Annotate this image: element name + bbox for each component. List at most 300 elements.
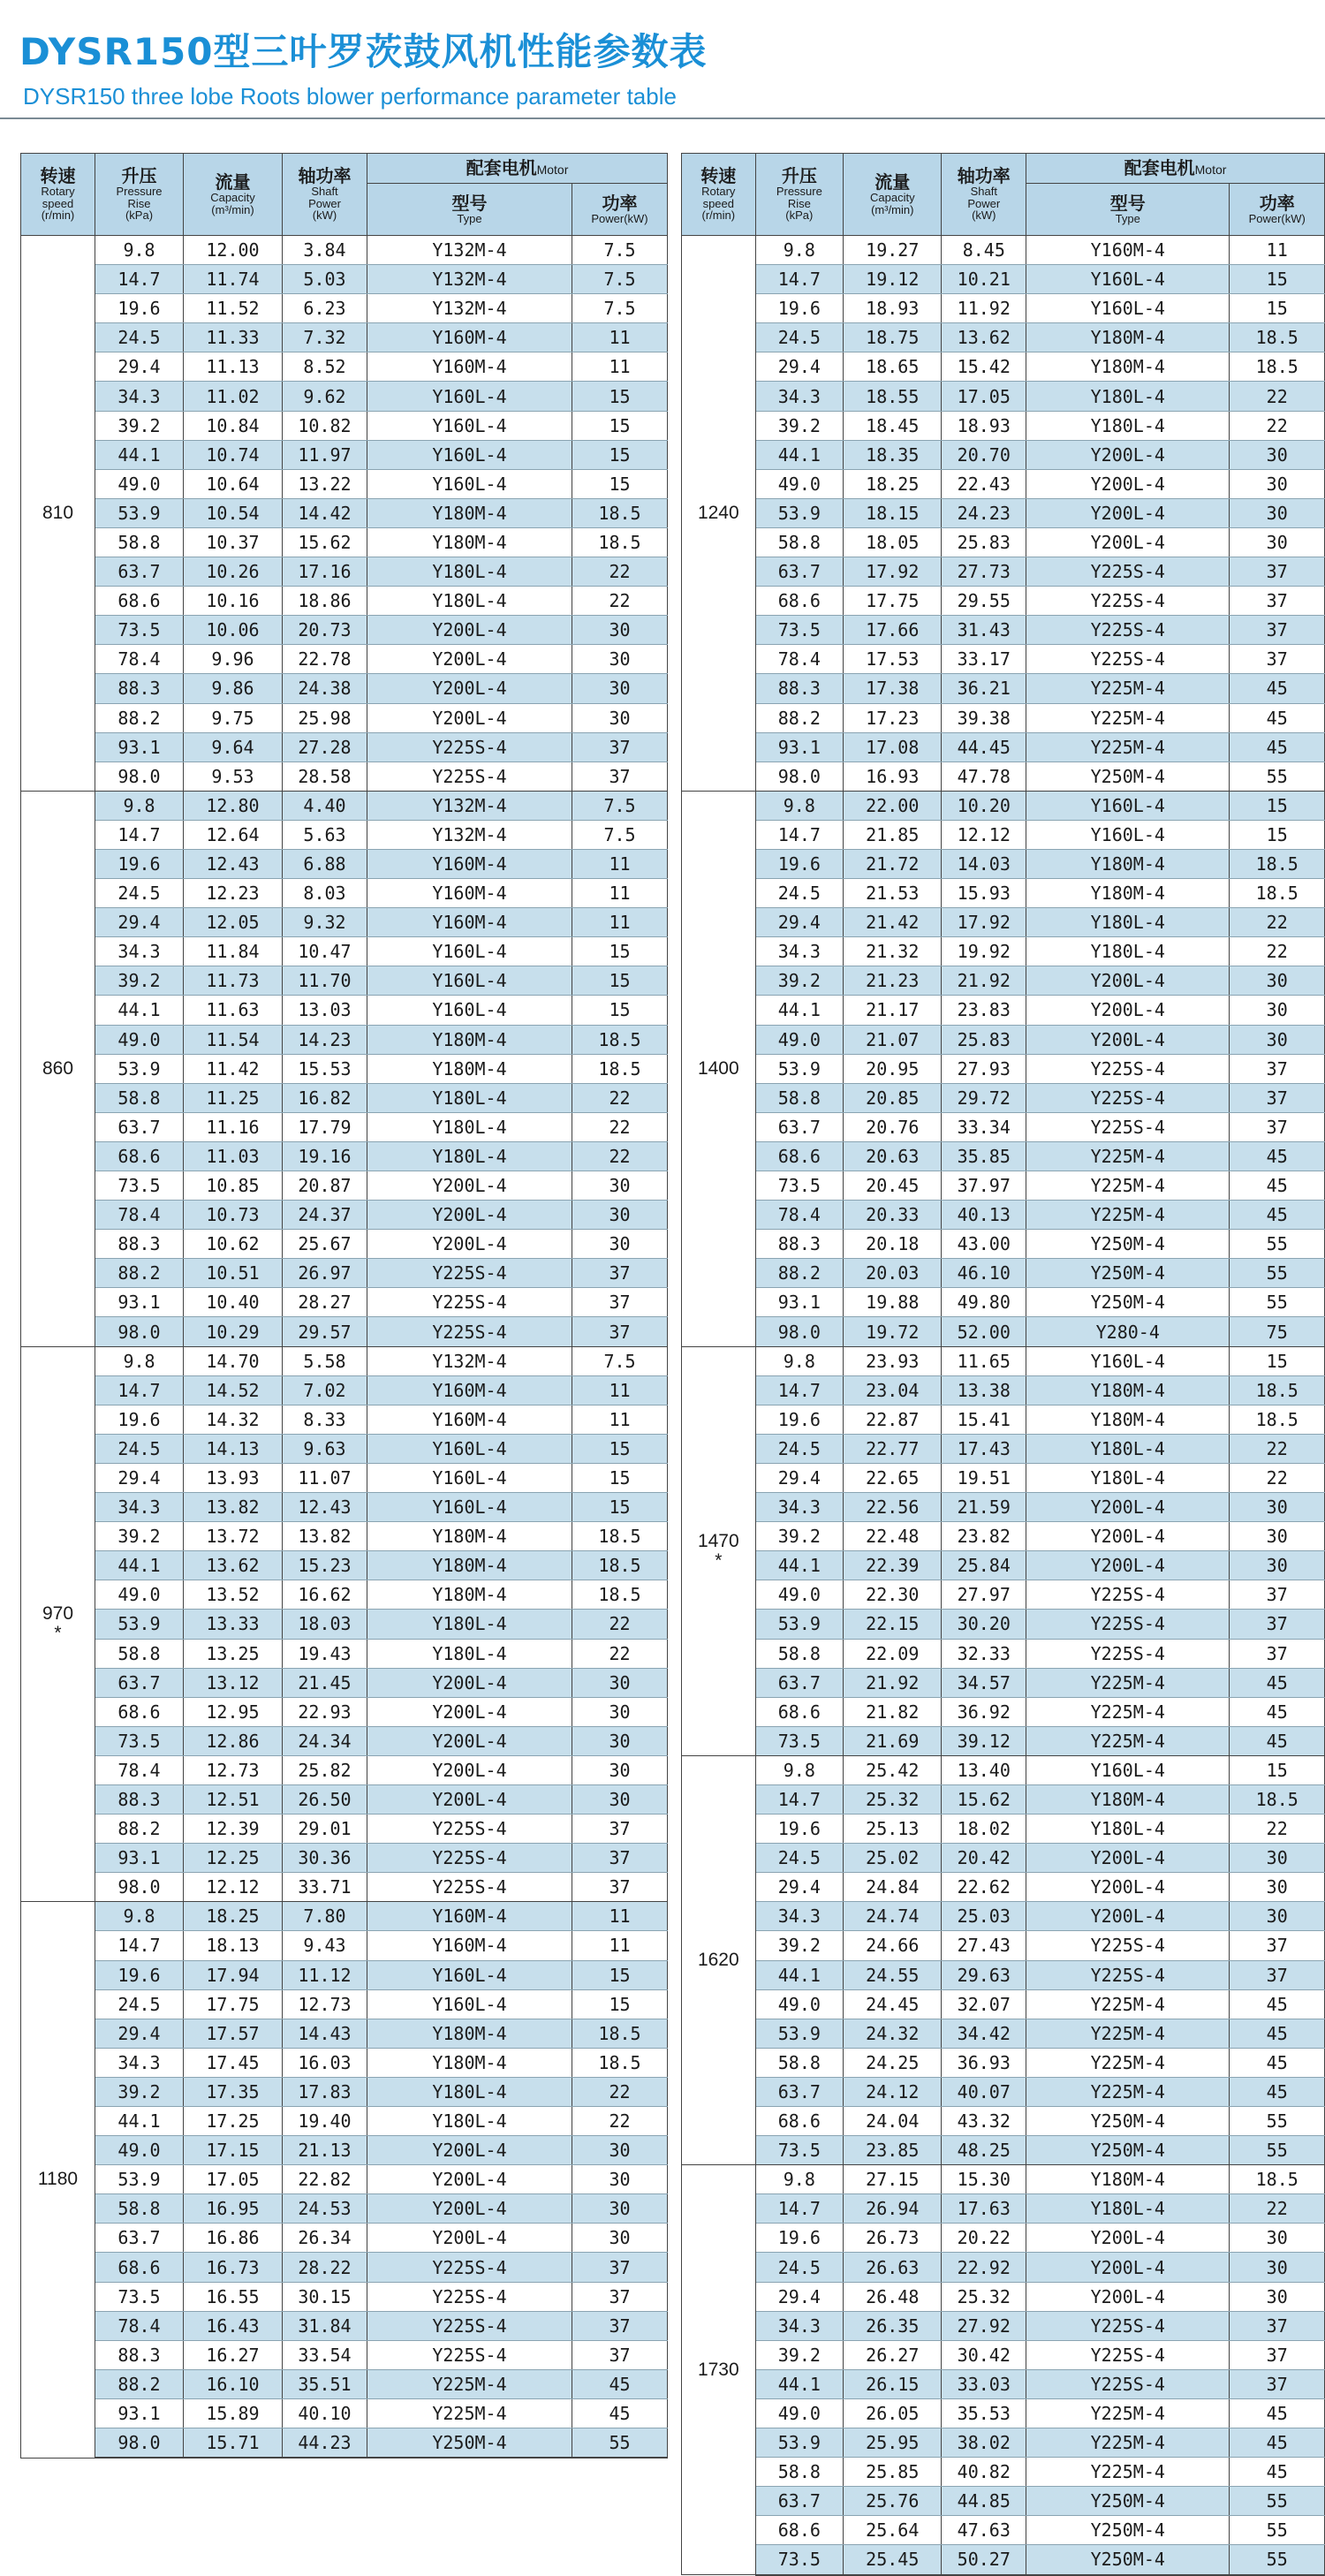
- motor-type-cell: Y225S-4: [1026, 557, 1230, 587]
- table-row: [682, 1405, 1325, 1434]
- shaft-power-cell: 10.20: [942, 791, 1026, 820]
- capacity-cell: 21.92: [844, 1668, 942, 1697]
- capacity-cell: 17.38: [844, 674, 942, 703]
- pressure-rise-cell: 58.8: [755, 1083, 843, 1112]
- motor-power-cell: 11: [572, 1902, 668, 1931]
- shaft-power-cell: 24.53: [283, 2194, 367, 2224]
- motor-type-cell: Y160L-4: [367, 937, 572, 966]
- shaft-power-cell: 7.80: [283, 1902, 367, 1931]
- pressure-rise-cell: 58.8: [95, 1639, 184, 1668]
- capacity-cell: 18.55: [844, 382, 942, 411]
- shaft-power-cell: 18.03: [283, 1610, 367, 1639]
- motor-power-cell: 7.5: [572, 236, 668, 265]
- table-row: [21, 236, 668, 265]
- table-row: [682, 1025, 1325, 1054]
- shaft-power-cell: 9.32: [283, 908, 367, 937]
- motor-type-cell: Y225M-4: [1026, 674, 1230, 703]
- capacity-cell: 12.12: [184, 1873, 283, 1902]
- motor-type-cell: Y225S-4: [1026, 616, 1230, 645]
- pressure-rise-cell: 39.2: [95, 411, 184, 440]
- table-row: [682, 1346, 1325, 1375]
- pressure-rise-cell: 58.8: [755, 527, 843, 557]
- capacity-cell: 18.45: [844, 411, 942, 440]
- table-row: [682, 2077, 1325, 2106]
- capacity-cell: 18.15: [844, 498, 942, 527]
- shaft-power-cell: 16.03: [283, 2048, 367, 2077]
- shaft-power-cell: 30.15: [283, 2282, 367, 2311]
- table-row: [21, 1697, 668, 1726]
- table-row: [21, 1989, 668, 2019]
- capacity-cell: 21.07: [844, 1025, 942, 1054]
- motor-type-cell: Y180L-4: [367, 1610, 572, 1639]
- motor-power-cell: 18.5: [1230, 1375, 1325, 1405]
- table-row: [21, 411, 668, 440]
- motor-power-cell: 15: [572, 1493, 668, 1522]
- table-row: [682, 1171, 1325, 1201]
- table-row: [682, 1580, 1325, 1610]
- table-row: [21, 1551, 668, 1580]
- pressure-rise-cell: 98.0: [95, 761, 184, 791]
- motor-type-cell: Y225S-4: [367, 2253, 572, 2282]
- table-row: [21, 1668, 668, 1697]
- pressure-rise-cell: 34.3: [755, 382, 843, 411]
- pressure-rise-cell: 44.1: [755, 440, 843, 469]
- pressure-rise-cell: 44.1: [755, 2369, 843, 2398]
- rotary-speed-value: 1620: [697, 1950, 739, 1970]
- capacity-cell: 10.26: [184, 557, 283, 587]
- shaft-power-cell: 40.82: [942, 2458, 1026, 2487]
- table-row: [21, 1171, 668, 1201]
- pressure-rise-cell: 88.3: [95, 2340, 184, 2369]
- motor-power-cell: 30: [1230, 440, 1325, 469]
- shaft-power-cell: 30.42: [942, 2340, 1026, 2369]
- capacity-cell: 24.04: [844, 2107, 942, 2136]
- header-motor: 配套电机Motor: [1026, 154, 1325, 184]
- table-row: [682, 820, 1325, 849]
- pressure-rise-cell: 34.3: [95, 1493, 184, 1522]
- motor-type-cell: Y132M-4: [367, 791, 572, 820]
- table-row: [682, 265, 1325, 294]
- capacity-cell: 25.32: [844, 1784, 942, 1814]
- motor-power-cell: 30: [1230, 966, 1325, 996]
- motor-power-cell: 45: [1230, 2077, 1325, 2106]
- motor-power-cell: 22: [572, 1610, 668, 1639]
- pressure-rise-cell: 98.0: [95, 1873, 184, 1902]
- shaft-power-cell: 21.13: [283, 2136, 367, 2165]
- table-row: [21, 1025, 668, 1054]
- capacity-cell: 18.13: [184, 1931, 283, 1960]
- motor-type-cell: Y180L-4: [367, 1112, 572, 1141]
- shaft-power-cell: 6.23: [283, 294, 367, 323]
- pressure-rise-cell: 39.2: [755, 1931, 843, 1960]
- shaft-power-cell: 14.23: [283, 1025, 367, 1054]
- motor-power-cell: 45: [1230, 1697, 1325, 1726]
- table-row: [21, 1960, 668, 1989]
- capacity-cell: 17.94: [184, 1960, 283, 1989]
- page-subtitle: DYSR150 three lobe Roots blower performance parameter table: [23, 83, 677, 110]
- motor-power-cell: 15: [572, 1434, 668, 1463]
- motor-type-cell: Y200L-4: [1026, 2282, 1230, 2311]
- capacity-cell: 16.27: [184, 2340, 283, 2369]
- motor-power-cell: 15: [572, 966, 668, 996]
- motor-type-cell: Y225S-4: [1026, 1610, 1230, 1639]
- motor-type-cell: Y250M-4: [1026, 2487, 1230, 2516]
- motor-power-cell: 15: [572, 382, 668, 411]
- shaft-power-cell: 22.62: [942, 1873, 1026, 1902]
- pressure-rise-cell: 49.0: [755, 1989, 843, 2019]
- header-pressure: 升压 Pressure Rise (kPa): [95, 154, 184, 236]
- pressure-rise-cell: 63.7: [755, 557, 843, 587]
- motor-power-cell: 37: [1230, 1112, 1325, 1141]
- table-row: [21, 732, 668, 761]
- pressure-rise-cell: 34.3: [755, 2311, 843, 2340]
- capacity-cell: 24.45: [844, 1989, 942, 2019]
- motor-power-cell: 37: [1230, 1639, 1325, 1668]
- table-row: [21, 2107, 668, 2136]
- pressure-rise-cell: 19.6: [95, 1960, 184, 1989]
- motor-type-cell: Y225M-4: [1026, 2019, 1230, 2048]
- motor-power-cell: 11: [572, 323, 668, 352]
- pressure-rise-cell: 53.9: [95, 1610, 184, 1639]
- shaft-power-cell: 15.62: [283, 527, 367, 557]
- table-row: [682, 1726, 1325, 1755]
- capacity-cell: 21.69: [844, 1726, 942, 1755]
- capacity-cell: 12.86: [184, 1726, 283, 1755]
- capacity-cell: 10.06: [184, 616, 283, 645]
- shaft-power-cell: 25.83: [942, 1025, 1026, 1054]
- motor-type-cell: Y180L-4: [367, 1639, 572, 1668]
- rotary-speed-cell: [682, 1755, 756, 2164]
- shaft-power-cell: 15.93: [942, 879, 1026, 908]
- motor-power-cell: 22: [572, 1112, 668, 1141]
- shaft-power-cell: 20.73: [283, 616, 367, 645]
- capacity-cell: 10.37: [184, 527, 283, 557]
- table-row: [682, 587, 1325, 616]
- rotary-speed-cell: [682, 2165, 756, 2575]
- table-row: [21, 587, 668, 616]
- shaft-power-cell: 50.27: [942, 2545, 1026, 2575]
- capacity-cell: 9.53: [184, 761, 283, 791]
- motor-power-cell: 15: [1230, 294, 1325, 323]
- motor-type-cell: Y200L-4: [1026, 1493, 1230, 1522]
- pressure-rise-cell: 19.6: [755, 1405, 843, 1434]
- motor-power-cell: 55: [1230, 2136, 1325, 2165]
- pressure-rise-cell: 29.4: [95, 1463, 184, 1492]
- motor-type-cell: Y225S-4: [367, 2340, 572, 2369]
- motor-power-cell: 30: [572, 2194, 668, 2224]
- pressure-rise-cell: 14.7: [755, 265, 843, 294]
- table-row: [21, 1463, 668, 1492]
- table-row: [21, 323, 668, 352]
- pressure-rise-cell: 73.5: [755, 1726, 843, 1755]
- capacity-cell: 26.48: [844, 2282, 942, 2311]
- pressure-rise-cell: 63.7: [95, 1112, 184, 1141]
- motor-type-cell: Y225S-4: [1026, 1960, 1230, 1989]
- table-row: [21, 1493, 668, 1522]
- table-row: [682, 703, 1325, 732]
- motor-type-cell: Y225S-4: [367, 1288, 572, 1317]
- shaft-power-cell: 4.40: [283, 791, 367, 820]
- shaft-power-cell: 24.23: [942, 498, 1026, 527]
- shaft-power-cell: 32.07: [942, 1989, 1026, 2019]
- shaft-power-cell: 10.21: [942, 265, 1026, 294]
- table-row: [21, 2019, 668, 2048]
- table-row: [21, 996, 668, 1025]
- pressure-rise-cell: 98.0: [95, 2428, 184, 2459]
- rotary-speed-value: 810: [42, 502, 74, 523]
- motor-type-cell: Y200L-4: [1026, 527, 1230, 557]
- capacity-cell: 10.51: [184, 1259, 283, 1288]
- motor-type-cell: Y180M-4: [1026, 879, 1230, 908]
- table-row: [21, 2048, 668, 2077]
- shaft-power-cell: 15.42: [942, 352, 1026, 382]
- motor-type-cell: Y160L-4: [367, 411, 572, 440]
- pressure-rise-cell: 19.6: [755, 294, 843, 323]
- pressure-rise-cell: 14.7: [95, 265, 184, 294]
- motor-type-cell: Y160M-4: [367, 1375, 572, 1405]
- motor-power-cell: 30: [572, 2136, 668, 2165]
- capacity-cell: 22.77: [844, 1434, 942, 1463]
- pressure-rise-cell: 88.2: [95, 2369, 184, 2398]
- motor-power-cell: 22: [572, 2077, 668, 2106]
- motor-power-cell: 37: [1230, 1083, 1325, 1112]
- table-row: [682, 2458, 1325, 2487]
- motor-type-cell: Y225M-4: [1026, 2428, 1230, 2458]
- motor-type-cell: Y225M-4: [1026, 1668, 1230, 1697]
- motor-power-cell: 75: [1230, 1317, 1325, 1346]
- pressure-rise-cell: 68.6: [755, 2516, 843, 2545]
- shaft-power-cell: 7.32: [283, 323, 367, 352]
- capacity-cell: 18.25: [844, 469, 942, 498]
- table-row: [682, 1755, 1325, 1784]
- capacity-cell: 10.16: [184, 587, 283, 616]
- capacity-cell: 18.93: [844, 294, 942, 323]
- shaft-power-cell: 31.43: [942, 616, 1026, 645]
- capacity-cell: 9.75: [184, 703, 283, 732]
- motor-power-cell: 55: [572, 2428, 668, 2459]
- motor-power-cell: 45: [1230, 2019, 1325, 2048]
- pressure-rise-cell: 34.3: [95, 2048, 184, 2077]
- motor-type-cell: Y180M-4: [1026, 2165, 1230, 2194]
- pressure-rise-cell: 58.8: [95, 527, 184, 557]
- pressure-rise-cell: 68.6: [755, 1697, 843, 1726]
- motor-type-cell: Y225M-4: [1026, 1989, 1230, 2019]
- motor-type-cell: Y225S-4: [1026, 1639, 1230, 1668]
- motor-power-cell: 22: [1230, 411, 1325, 440]
- capacity-cell: 19.88: [844, 1288, 942, 1317]
- motor-type-cell: Y160M-4: [367, 1931, 572, 1960]
- capacity-cell: 17.15: [184, 2136, 283, 2165]
- shaft-power-cell: 25.03: [942, 1902, 1026, 1931]
- shaft-power-cell: 7.02: [283, 1375, 367, 1405]
- motor-power-cell: 18.5: [1230, 2165, 1325, 2194]
- table-row: [21, 937, 668, 966]
- motor-type-cell: Y160L-4: [1026, 1346, 1230, 1375]
- motor-type-cell: Y225S-4: [367, 732, 572, 761]
- shaft-power-cell: 46.10: [942, 1259, 1026, 1288]
- capacity-cell: 12.25: [184, 1844, 283, 1873]
- motor-type-cell: Y200L-4: [367, 645, 572, 674]
- capacity-cell: 14.32: [184, 1405, 283, 1434]
- pressure-rise-cell: 44.1: [95, 2107, 184, 2136]
- motor-type-cell: Y180L-4: [1026, 382, 1230, 411]
- capacity-cell: 16.93: [844, 761, 942, 791]
- pressure-rise-cell: 88.3: [95, 674, 184, 703]
- capacity-cell: 14.70: [184, 1346, 283, 1375]
- motor-power-cell: 30: [572, 1201, 668, 1230]
- table-row: [682, 323, 1325, 352]
- motor-power-cell: 7.5: [572, 791, 668, 820]
- motor-power-cell: 37: [1230, 587, 1325, 616]
- pressure-rise-cell: 53.9: [755, 1610, 843, 1639]
- rotary-speed-cell: [21, 791, 95, 1346]
- shaft-power-cell: 25.83: [942, 527, 1026, 557]
- motor-power-cell: 45: [1230, 703, 1325, 732]
- shaft-power-cell: 28.22: [283, 2253, 367, 2282]
- motor-type-cell: Y200L-4: [367, 1230, 572, 1259]
- motor-power-cell: 37: [572, 2311, 668, 2340]
- shaft-power-cell: 12.73: [283, 1989, 367, 2019]
- motor-type-cell: Y280-4: [1026, 1317, 1230, 1346]
- capacity-cell: 17.45: [184, 2048, 283, 2077]
- capacity-cell: 22.15: [844, 1610, 942, 1639]
- motor-power-cell: 15: [1230, 265, 1325, 294]
- motor-type-cell: Y132M-4: [367, 265, 572, 294]
- shaft-power-cell: 34.42: [942, 2019, 1026, 2048]
- capacity-cell: 25.02: [844, 1844, 942, 1873]
- pressure-rise-cell: 19.6: [95, 294, 184, 323]
- pressure-rise-cell: 44.1: [95, 440, 184, 469]
- motor-power-cell: 15: [572, 440, 668, 469]
- pressure-rise-cell: 78.4: [95, 1755, 184, 1784]
- table-row: [21, 2194, 668, 2224]
- capacity-cell: 18.35: [844, 440, 942, 469]
- capacity-cell: 19.27: [844, 236, 942, 265]
- table-row: [682, 2428, 1325, 2458]
- capacity-cell: 19.72: [844, 1317, 942, 1346]
- pressure-rise-cell: 63.7: [755, 1668, 843, 1697]
- pressure-rise-cell: 53.9: [755, 2428, 843, 2458]
- capacity-cell: 16.86: [184, 2224, 283, 2253]
- motor-type-cell: Y225S-4: [1026, 1083, 1230, 1112]
- pressure-rise-cell: 39.2: [755, 966, 843, 996]
- table-row: [682, 1844, 1325, 1873]
- title-divider: [0, 117, 1325, 119]
- pressure-rise-cell: 29.4: [95, 352, 184, 382]
- capacity-cell: 13.52: [184, 1580, 283, 1610]
- motor-power-cell: 22: [572, 1141, 668, 1171]
- capacity-cell: 23.93: [844, 1346, 942, 1375]
- table-row: [682, 1112, 1325, 1141]
- table-row: [21, 1346, 668, 1375]
- pressure-rise-cell: 78.4: [95, 645, 184, 674]
- motor-type-cell: Y160M-4: [367, 323, 572, 352]
- shaft-power-cell: 32.33: [942, 1639, 1026, 1668]
- capacity-cell: 19.12: [844, 265, 942, 294]
- capacity-cell: 20.76: [844, 1112, 942, 1141]
- motor-type-cell: Y200L-4: [367, 674, 572, 703]
- motor-type-cell: Y180L-4: [1026, 1434, 1230, 1463]
- capacity-cell: 17.35: [184, 2077, 283, 2106]
- shaft-power-cell: 48.25: [942, 2136, 1026, 2165]
- table-row: [21, 1230, 668, 1259]
- capacity-cell: 17.23: [844, 703, 942, 732]
- pressure-rise-cell: 73.5: [95, 1171, 184, 1201]
- motor-power-cell: 37: [1230, 1610, 1325, 1639]
- pressure-rise-cell: 24.5: [755, 1844, 843, 1873]
- pressure-rise-cell: 68.6: [95, 587, 184, 616]
- motor-power-cell: 15: [572, 1989, 668, 2019]
- table-row: [21, 2165, 668, 2194]
- shaft-power-cell: 22.43: [942, 469, 1026, 498]
- motor-type-cell: Y225S-4: [1026, 2369, 1230, 2398]
- shaft-power-cell: 27.97: [942, 1580, 1026, 1610]
- shaft-power-cell: 13.22: [283, 469, 367, 498]
- table-row: [21, 1902, 668, 1931]
- capacity-cell: 12.73: [184, 1755, 283, 1784]
- motor-power-cell: 22: [572, 1083, 668, 1112]
- capacity-cell: 11.16: [184, 1112, 283, 1141]
- capacity-cell: 26.15: [844, 2369, 942, 2398]
- motor-power-cell: 30: [572, 2165, 668, 2194]
- pressure-rise-cell: 78.4: [95, 1201, 184, 1230]
- capacity-cell: 11.63: [184, 996, 283, 1025]
- pressure-rise-cell: 19.6: [95, 1405, 184, 1434]
- header-speed: 转速 Rotary speed (r/min): [682, 154, 756, 236]
- table-row: [682, 1784, 1325, 1814]
- motor-type-cell: Y160L-4: [367, 1434, 572, 1463]
- capacity-cell: 11.74: [184, 265, 283, 294]
- motor-type-cell: Y160L-4: [367, 382, 572, 411]
- shaft-power-cell: 14.03: [942, 849, 1026, 878]
- motor-power-cell: 37: [572, 2282, 668, 2311]
- table-row: [682, 2224, 1325, 2253]
- capacity-cell: 25.64: [844, 2516, 942, 2545]
- capacity-cell: 17.66: [844, 616, 942, 645]
- motor-type-cell: Y180M-4: [1026, 352, 1230, 382]
- pressure-rise-cell: 49.0: [95, 469, 184, 498]
- pressure-rise-cell: 14.7: [755, 2194, 843, 2224]
- capacity-cell: 16.10: [184, 2369, 283, 2398]
- capacity-cell: 22.48: [844, 1522, 942, 1551]
- motor-type-cell: Y225M-4: [1026, 2398, 1230, 2428]
- motor-type-cell: Y225M-4: [1026, 2077, 1230, 2106]
- table-row: [682, 1989, 1325, 2019]
- motor-power-cell: 18.5: [572, 498, 668, 527]
- rotary-speed-cell: [21, 236, 95, 792]
- capacity-cell: 11.02: [184, 382, 283, 411]
- shaft-power-cell: 22.78: [283, 645, 367, 674]
- shaft-power-cell: 22.92: [942, 2253, 1026, 2282]
- shaft-power-cell: 25.32: [942, 2282, 1026, 2311]
- performance-table-right: [681, 153, 1325, 2576]
- shaft-power-cell: 14.42: [283, 498, 367, 527]
- pressure-rise-cell: 68.6: [95, 1697, 184, 1726]
- motor-power-cell: 22: [1230, 937, 1325, 966]
- pressure-rise-cell: 39.2: [755, 2340, 843, 2369]
- motor-power-cell: 30: [572, 703, 668, 732]
- shaft-power-cell: 24.34: [283, 1726, 367, 1755]
- capacity-cell: 16.73: [184, 2253, 283, 2282]
- motor-type-cell: Y160M-4: [367, 1902, 572, 1931]
- shaft-power-cell: 47.63: [942, 2516, 1026, 2545]
- shaft-power-cell: 19.43: [283, 1639, 367, 1668]
- shaft-power-cell: 21.92: [942, 966, 1026, 996]
- motor-power-cell: 11: [572, 1405, 668, 1434]
- table-row: [682, 382, 1325, 411]
- shaft-power-cell: 33.54: [283, 2340, 367, 2369]
- pressure-rise-cell: 53.9: [755, 1054, 843, 1083]
